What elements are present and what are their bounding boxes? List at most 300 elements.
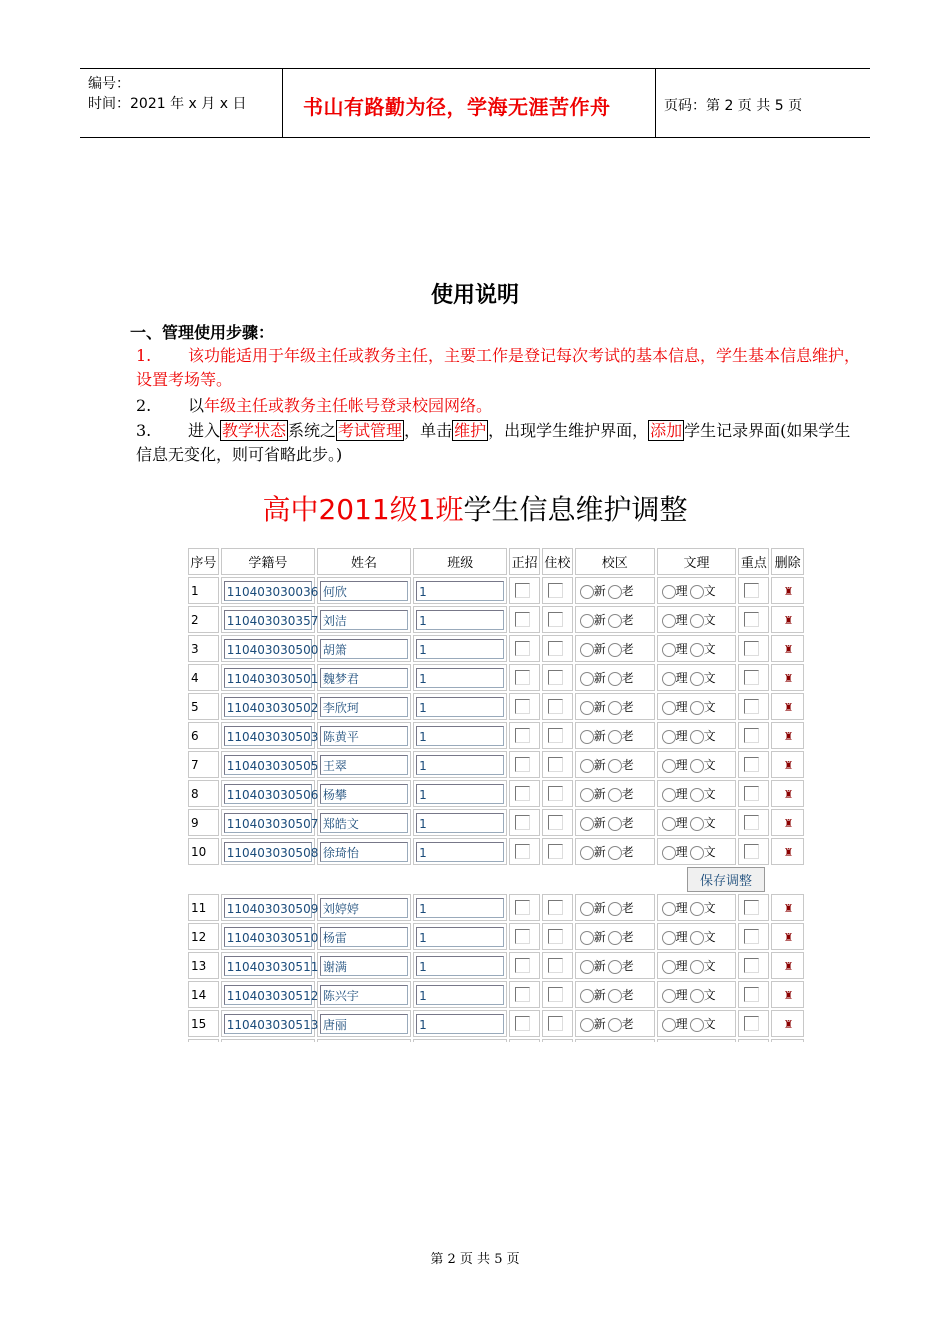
- track-science-radio[interactable]: [662, 730, 676, 744]
- class-input[interactable]: 1: [416, 581, 504, 601]
- boarding-checkbox[interactable]: [548, 900, 563, 915]
- track-arts-radio[interactable]: [690, 730, 704, 744]
- screenshot-title: [0, 488, 950, 528]
- track-cell: [657, 751, 737, 778]
- track-arts-label: 文: [703, 700, 716, 714]
- link-maintain[interactable]: 维护: [454, 421, 487, 440]
- track-science-radio[interactable]: [662, 846, 676, 860]
- campus-old-label: 老: [621, 901, 634, 915]
- student-id-input[interactable]: 110403030501: [224, 668, 312, 688]
- doc-title: 使用说明: [430, 283, 519, 308]
- student-id-input[interactable]: 110403030509: [224, 898, 312, 918]
- row-no: 14: [188, 981, 219, 1008]
- table-row: [188, 664, 804, 691]
- campus-new-radio[interactable]: [580, 614, 594, 628]
- key-cell: [738, 809, 769, 836]
- key-checkbox[interactable]: [744, 699, 759, 714]
- campus-old-radio[interactable]: [608, 701, 622, 715]
- track-arts-label: 文: [703, 959, 716, 973]
- regular-checkbox[interactable]: [515, 987, 530, 1002]
- campus-old-radio[interactable]: [608, 817, 622, 831]
- class-input[interactable]: 1: [416, 639, 504, 659]
- key-cell: [738, 1010, 769, 1037]
- track-arts-radio[interactable]: [690, 585, 704, 599]
- key-checkbox[interactable]: [744, 612, 759, 627]
- delete-cell: [771, 981, 804, 1008]
- boarding-checkbox[interactable]: [548, 670, 563, 685]
- class-cell: [413, 1010, 507, 1037]
- key-checkbox[interactable]: [744, 786, 759, 801]
- key-checkbox[interactable]: [744, 844, 759, 859]
- track-arts-radio[interactable]: [690, 759, 704, 773]
- boarding-checkbox[interactable]: [548, 583, 563, 598]
- campus-new-radio[interactable]: [580, 730, 594, 744]
- student-name-input[interactable]: 何欣: [320, 581, 408, 601]
- name-cell: [317, 780, 411, 807]
- class-input[interactable]: 1: [416, 610, 504, 630]
- campus-old-radio[interactable]: [608, 846, 622, 860]
- track-science-label: 理: [675, 1017, 688, 1031]
- regular-checkbox[interactable]: [515, 900, 530, 915]
- student-name-input[interactable]: 谢满: [320, 956, 408, 976]
- campus-old-radio[interactable]: [608, 759, 622, 773]
- campus-cell: [575, 751, 655, 778]
- delete-cell: [771, 923, 804, 950]
- table-row: [188, 952, 804, 979]
- table-row: [188, 838, 804, 865]
- step-3-t2: 系统之: [288, 421, 337, 440]
- key-checkbox[interactable]: [744, 641, 759, 656]
- campus-new-label: 新: [593, 642, 606, 656]
- link-exam-management[interactable]: 考试管理: [338, 421, 403, 440]
- table-row: [188, 693, 804, 720]
- class-input[interactable]: 1: [416, 1014, 504, 1034]
- key-checkbox[interactable]: [744, 757, 759, 772]
- class-cell: [413, 664, 507, 691]
- track-science-label: 理: [675, 671, 688, 685]
- student-name-input[interactable]: 徐琦怡: [320, 842, 408, 862]
- delete-icon[interactable]: ♜: [783, 758, 794, 772]
- key-checkbox[interactable]: [744, 728, 759, 743]
- col-key: 重点: [738, 548, 769, 575]
- campus-cell: [575, 635, 655, 662]
- regular-cell: [509, 664, 540, 691]
- student-name-input[interactable]: 杨攀: [320, 784, 408, 804]
- regular-checkbox[interactable]: [515, 1016, 530, 1031]
- page-header: [80, 68, 870, 138]
- campus-cell: [575, 780, 655, 807]
- track-arts-radio[interactable]: [690, 846, 704, 860]
- delete-icon[interactable]: ♜: [783, 671, 794, 685]
- student-name-input[interactable]: 刘婷婷: [320, 898, 408, 918]
- delete-cell: [771, 894, 804, 921]
- header-motto-cell: [283, 69, 656, 137]
- campus-old-radio[interactable]: [608, 643, 622, 657]
- boarding-cell: [542, 577, 573, 604]
- regular-cell: [509, 952, 540, 979]
- track-science-radio[interactable]: [662, 759, 676, 773]
- row-no: 7: [188, 751, 219, 778]
- student-name-input[interactable]: 杨雷: [320, 927, 408, 947]
- student-id-input[interactable]: 110403030502: [224, 697, 312, 717]
- table-row: [188, 780, 804, 807]
- delete-icon[interactable]: ♜: [783, 988, 794, 1002]
- campus-old-radio[interactable]: [608, 730, 622, 744]
- col-id: 学籍号: [221, 548, 315, 575]
- campus-old-label: 老: [621, 671, 634, 685]
- step-1-text: 该功能适用于年级主任或教务主任，主要工作是登记每次考试的基本信息，学生基本信息维护，设置考场等。: [136, 346, 861, 389]
- table-header-row: [188, 548, 804, 575]
- track-arts-radio[interactable]: [690, 614, 704, 628]
- track-science-radio[interactable]: [662, 960, 676, 974]
- screenshot-title-class: 高中2011级1班: [262, 493, 464, 526]
- boarding-checkbox[interactable]: [548, 757, 563, 772]
- delete-cell: [771, 722, 804, 749]
- student-name-input[interactable]: 郑皓文: [320, 813, 408, 833]
- campus-new-label: 新: [593, 1017, 606, 1031]
- row-no: 3: [188, 635, 219, 662]
- class-cell: [413, 722, 507, 749]
- regular-checkbox[interactable]: [515, 958, 530, 973]
- delete-icon[interactable]: ♜: [783, 1017, 794, 1031]
- track-science-radio[interactable]: [662, 701, 676, 715]
- track-science-radio[interactable]: [662, 989, 676, 1003]
- student-name-input[interactable]: 陈黄平: [320, 726, 408, 746]
- regular-checkbox[interactable]: [515, 583, 530, 598]
- track-science-radio[interactable]: [662, 931, 676, 945]
- track-arts-label: 文: [703, 1017, 716, 1031]
- campus-old-radio[interactable]: [608, 989, 622, 1003]
- boarding-checkbox[interactable]: [548, 786, 563, 801]
- delete-icon[interactable]: ♜: [783, 816, 794, 830]
- campus-old-radio[interactable]: [608, 788, 622, 802]
- col-regular: 正招: [509, 548, 540, 575]
- student-name-input[interactable]: 李欣珂: [320, 697, 408, 717]
- class-input[interactable]: 1: [416, 755, 504, 775]
- delete-cell: [771, 780, 804, 807]
- track-arts-label: 文: [703, 787, 716, 801]
- class-input[interactable]: 1: [416, 898, 504, 918]
- delete-icon[interactable]: ♜: [783, 901, 794, 915]
- campus-new-radio[interactable]: [580, 788, 594, 802]
- header-motto: 书山有路勤为径，学海无涯苦作舟: [303, 95, 611, 119]
- boarding-checkbox[interactable]: [548, 612, 563, 627]
- delete-icon[interactable]: ♜: [783, 959, 794, 973]
- track-science-radio[interactable]: [662, 788, 676, 802]
- key-checkbox[interactable]: [744, 1016, 759, 1031]
- boarding-checkbox[interactable]: [548, 844, 563, 859]
- track-science-label: 理: [675, 787, 688, 801]
- class-input[interactable]: 1: [416, 697, 504, 717]
- class-input[interactable]: 1: [416, 726, 504, 746]
- boarding-checkbox[interactable]: [548, 987, 563, 1002]
- link-add[interactable]: 添加: [650, 421, 683, 440]
- boarding-cell: [542, 809, 573, 836]
- regular-checkbox[interactable]: [515, 641, 530, 656]
- id-cell: [221, 606, 319, 633]
- student-id-input[interactable]: 110403030500: [224, 639, 312, 659]
- campus-new-radio[interactable]: [580, 672, 594, 686]
- regular-checkbox[interactable]: [515, 929, 530, 944]
- student-id-input[interactable]: 110403030510: [224, 927, 312, 947]
- row-no: 5: [188, 693, 219, 720]
- campus-new-radio[interactable]: [580, 846, 594, 860]
- student-name-input[interactable]: 魏梦君: [320, 668, 408, 688]
- campus-new-radio[interactable]: [580, 585, 594, 599]
- regular-checkbox[interactable]: [515, 844, 530, 859]
- row-no: 13: [188, 952, 219, 979]
- campus-old-label: 老: [621, 642, 634, 656]
- track-cell: [657, 981, 737, 1008]
- regular-checkbox[interactable]: [515, 670, 530, 685]
- boarding-cell: [542, 751, 573, 778]
- key-checkbox[interactable]: [744, 815, 759, 830]
- track-arts-label: 文: [703, 816, 716, 830]
- student-id-input[interactable]: 110403030508: [224, 842, 312, 862]
- col-delete: 删除: [771, 548, 804, 575]
- delete-icon[interactable]: ♜: [783, 584, 794, 598]
- row-no: 9: [188, 809, 219, 836]
- track-science-radio[interactable]: [662, 1018, 676, 1032]
- step-1-num: 1.: [136, 346, 152, 365]
- track-arts-radio[interactable]: [690, 701, 704, 715]
- student-name-input[interactable]: 唐丽: [320, 1014, 408, 1034]
- track-science-radio[interactable]: [662, 585, 676, 599]
- class-cell: [413, 952, 507, 979]
- step-3-t1: 进入: [188, 421, 221, 440]
- track-arts-label: 文: [703, 988, 716, 1002]
- campus-new-radio[interactable]: [580, 931, 594, 945]
- boarding-checkbox[interactable]: [548, 815, 563, 830]
- student-name-input[interactable]: 陈兴宇: [320, 985, 408, 1005]
- student-id-input[interactable]: 110403030513: [224, 1014, 312, 1034]
- key-checkbox[interactable]: [744, 987, 759, 1002]
- delete-cell: [771, 664, 804, 691]
- key-cell: [738, 952, 769, 979]
- regular-cell: [509, 809, 540, 836]
- name-cell: [317, 606, 411, 633]
- track-cell: [657, 923, 737, 950]
- id-cell: [221, 780, 319, 807]
- id-cell: [221, 693, 319, 720]
- regular-checkbox[interactable]: [515, 815, 530, 830]
- campus-new-label: 新: [593, 758, 606, 772]
- col-track: 文理: [657, 548, 737, 575]
- row-no: 8: [188, 780, 219, 807]
- delete-icon[interactable]: ♜: [783, 787, 794, 801]
- boarding-checkbox[interactable]: [548, 699, 563, 714]
- regular-checkbox[interactable]: [515, 699, 530, 714]
- student-id-input[interactable]: 110403030507: [224, 813, 312, 833]
- track-cell: [657, 635, 737, 662]
- time-label: 时间：2021 年 x 月 x 日: [88, 96, 247, 112]
- track-arts-radio[interactable]: [690, 817, 704, 831]
- table-row: [188, 981, 804, 1008]
- regular-checkbox[interactable]: [515, 612, 530, 627]
- boarding-checkbox[interactable]: [548, 929, 563, 944]
- track-cell: [657, 664, 737, 691]
- track-arts-label: 文: [703, 671, 716, 685]
- regular-checkbox[interactable]: [515, 786, 530, 801]
- class-input[interactable]: 1: [416, 842, 504, 862]
- boarding-checkbox[interactable]: [548, 641, 563, 656]
- row-no: 12: [188, 923, 219, 950]
- track-cell: [657, 722, 737, 749]
- key-checkbox[interactable]: [744, 670, 759, 685]
- student-id-input[interactable]: 110403030357: [224, 610, 312, 630]
- class-input[interactable]: 1: [416, 956, 504, 976]
- track-science-radio[interactable]: [662, 672, 676, 686]
- boarding-cell: [542, 722, 573, 749]
- campus-new-radio[interactable]: [580, 643, 594, 657]
- campus-cell: [575, 664, 655, 691]
- boarding-checkbox[interactable]: [548, 958, 563, 973]
- campus-old-radio[interactable]: [608, 614, 622, 628]
- campus-cell: [575, 606, 655, 633]
- save-adjust-button[interactable]: 保存调整: [687, 867, 765, 892]
- campus-old-radio[interactable]: [608, 1018, 622, 1032]
- campus-new-radio[interactable]: [580, 989, 594, 1003]
- step-1: [136, 344, 866, 392]
- campus-new-label: 新: [593, 671, 606, 685]
- campus-new-radio[interactable]: [580, 759, 594, 773]
- table-row: [188, 1010, 804, 1037]
- row-no: 10: [188, 838, 219, 865]
- track-science-radio[interactable]: [662, 902, 676, 916]
- campus-old-radio[interactable]: [608, 585, 622, 599]
- key-checkbox[interactable]: [744, 958, 759, 973]
- campus-new-label: 新: [593, 845, 606, 859]
- regular-cell: [509, 577, 540, 604]
- student-id-input[interactable]: 110403030511: [224, 956, 312, 976]
- student-name-input[interactable]: 王翠: [320, 755, 408, 775]
- delete-icon[interactable]: ♜: [783, 729, 794, 743]
- campus-new-radio[interactable]: [580, 960, 594, 974]
- class-cell: [413, 981, 507, 1008]
- student-id-input[interactable]: 110403030036: [224, 581, 312, 601]
- regular-checkbox[interactable]: [515, 757, 530, 772]
- track-cell: [657, 894, 737, 921]
- boarding-checkbox[interactable]: [548, 728, 563, 743]
- student-id-input[interactable]: 110403030503: [224, 726, 312, 746]
- track-science-label: 理: [675, 988, 688, 1002]
- track-cell: [657, 577, 737, 604]
- track-arts-radio[interactable]: [690, 989, 704, 1003]
- track-science-radio[interactable]: [662, 817, 676, 831]
- row-no: 1: [188, 577, 219, 604]
- boarding-checkbox[interactable]: [548, 1016, 563, 1031]
- track-arts-label: 文: [703, 729, 716, 743]
- regular-cell: [509, 693, 540, 720]
- track-arts-radio[interactable]: [690, 960, 704, 974]
- student-id-input[interactable]: 110403030505: [224, 755, 312, 775]
- delete-cell: [771, 838, 804, 865]
- key-checkbox[interactable]: [744, 929, 759, 944]
- regular-checkbox[interactable]: [515, 728, 530, 743]
- boarding-cell: [542, 1010, 573, 1037]
- campus-new-radio[interactable]: [580, 817, 594, 831]
- student-name-input[interactable]: 刘洁: [320, 610, 408, 630]
- delete-cell: [771, 1010, 804, 1037]
- delete-cell: [771, 577, 804, 604]
- class-input[interactable]: 1: [416, 668, 504, 688]
- row-no: 4: [188, 664, 219, 691]
- row-no: 15: [188, 1010, 219, 1037]
- key-checkbox[interactable]: [744, 900, 759, 915]
- delete-icon[interactable]: ♜: [783, 642, 794, 656]
- track-arts-radio[interactable]: [690, 902, 704, 916]
- campus-old-label: 老: [621, 816, 634, 830]
- id-cell: [221, 751, 319, 778]
- track-arts-label: 文: [703, 613, 716, 627]
- campus-old-label: 老: [621, 959, 634, 973]
- link-teaching-status[interactable]: 教学状态: [222, 421, 287, 440]
- key-cell: [738, 923, 769, 950]
- delete-icon[interactable]: ♜: [783, 613, 794, 627]
- track-arts-radio[interactable]: [690, 643, 704, 657]
- campus-old-radio[interactable]: [608, 960, 622, 974]
- delete-icon[interactable]: ♜: [783, 930, 794, 944]
- class-input[interactable]: 1: [416, 985, 504, 1005]
- delete-cell: [771, 635, 804, 662]
- screenshot-title-text: 学生信息维护调整: [463, 493, 688, 526]
- student-id-input[interactable]: 110403030512: [224, 985, 312, 1005]
- track-arts-label: 文: [703, 901, 716, 915]
- campus-old-label: 老: [621, 787, 634, 801]
- student-name-input[interactable]: 胡箫: [320, 639, 408, 659]
- track-cell: [657, 606, 737, 633]
- delete-cell: [771, 952, 804, 979]
- campus-old-radio[interactable]: [608, 672, 622, 686]
- track-arts-radio[interactable]: [690, 788, 704, 802]
- col-class: 班级: [413, 548, 507, 575]
- class-input[interactable]: 1: [416, 813, 504, 833]
- key-checkbox[interactable]: [744, 583, 759, 598]
- step-2-pre: 以: [188, 396, 205, 415]
- track-science-radio[interactable]: [662, 643, 676, 657]
- track-arts-radio[interactable]: [690, 931, 704, 945]
- regular-cell: [509, 780, 540, 807]
- step-2-red: 年级主任或教务主任帐号登录校园网络。: [204, 396, 493, 415]
- class-cell: [413, 923, 507, 950]
- track-science-radio[interactable]: [662, 614, 676, 628]
- campus-new-radio[interactable]: [580, 1018, 594, 1032]
- campus-old-radio[interactable]: [608, 931, 622, 945]
- id-cell: [221, 1010, 319, 1037]
- track-science-label: 理: [675, 901, 688, 915]
- campus-cell: [575, 722, 655, 749]
- campus-old-radio[interactable]: [608, 902, 622, 916]
- col-no: 序号: [188, 548, 219, 575]
- campus-new-radio[interactable]: [580, 902, 594, 916]
- regular-cell: [509, 1010, 540, 1037]
- track-arts-radio[interactable]: [690, 672, 704, 686]
- track-arts-radio[interactable]: [690, 1018, 704, 1032]
- delete-icon[interactable]: ♜: [783, 845, 794, 859]
- boarding-cell: [542, 664, 573, 691]
- campus-new-radio[interactable]: [580, 701, 594, 715]
- id-cell: [221, 664, 319, 691]
- student-id-input[interactable]: 110403030506: [224, 784, 312, 804]
- delete-icon[interactable]: ♜: [783, 700, 794, 714]
- campus-old-label: 老: [621, 988, 634, 1002]
- campus-new-label: 新: [593, 816, 606, 830]
- class-input[interactable]: 1: [416, 784, 504, 804]
- save-row: [188, 867, 804, 892]
- campus-old-label: 老: [621, 613, 634, 627]
- col-campus: 校区: [575, 548, 655, 575]
- class-input[interactable]: 1: [416, 927, 504, 947]
